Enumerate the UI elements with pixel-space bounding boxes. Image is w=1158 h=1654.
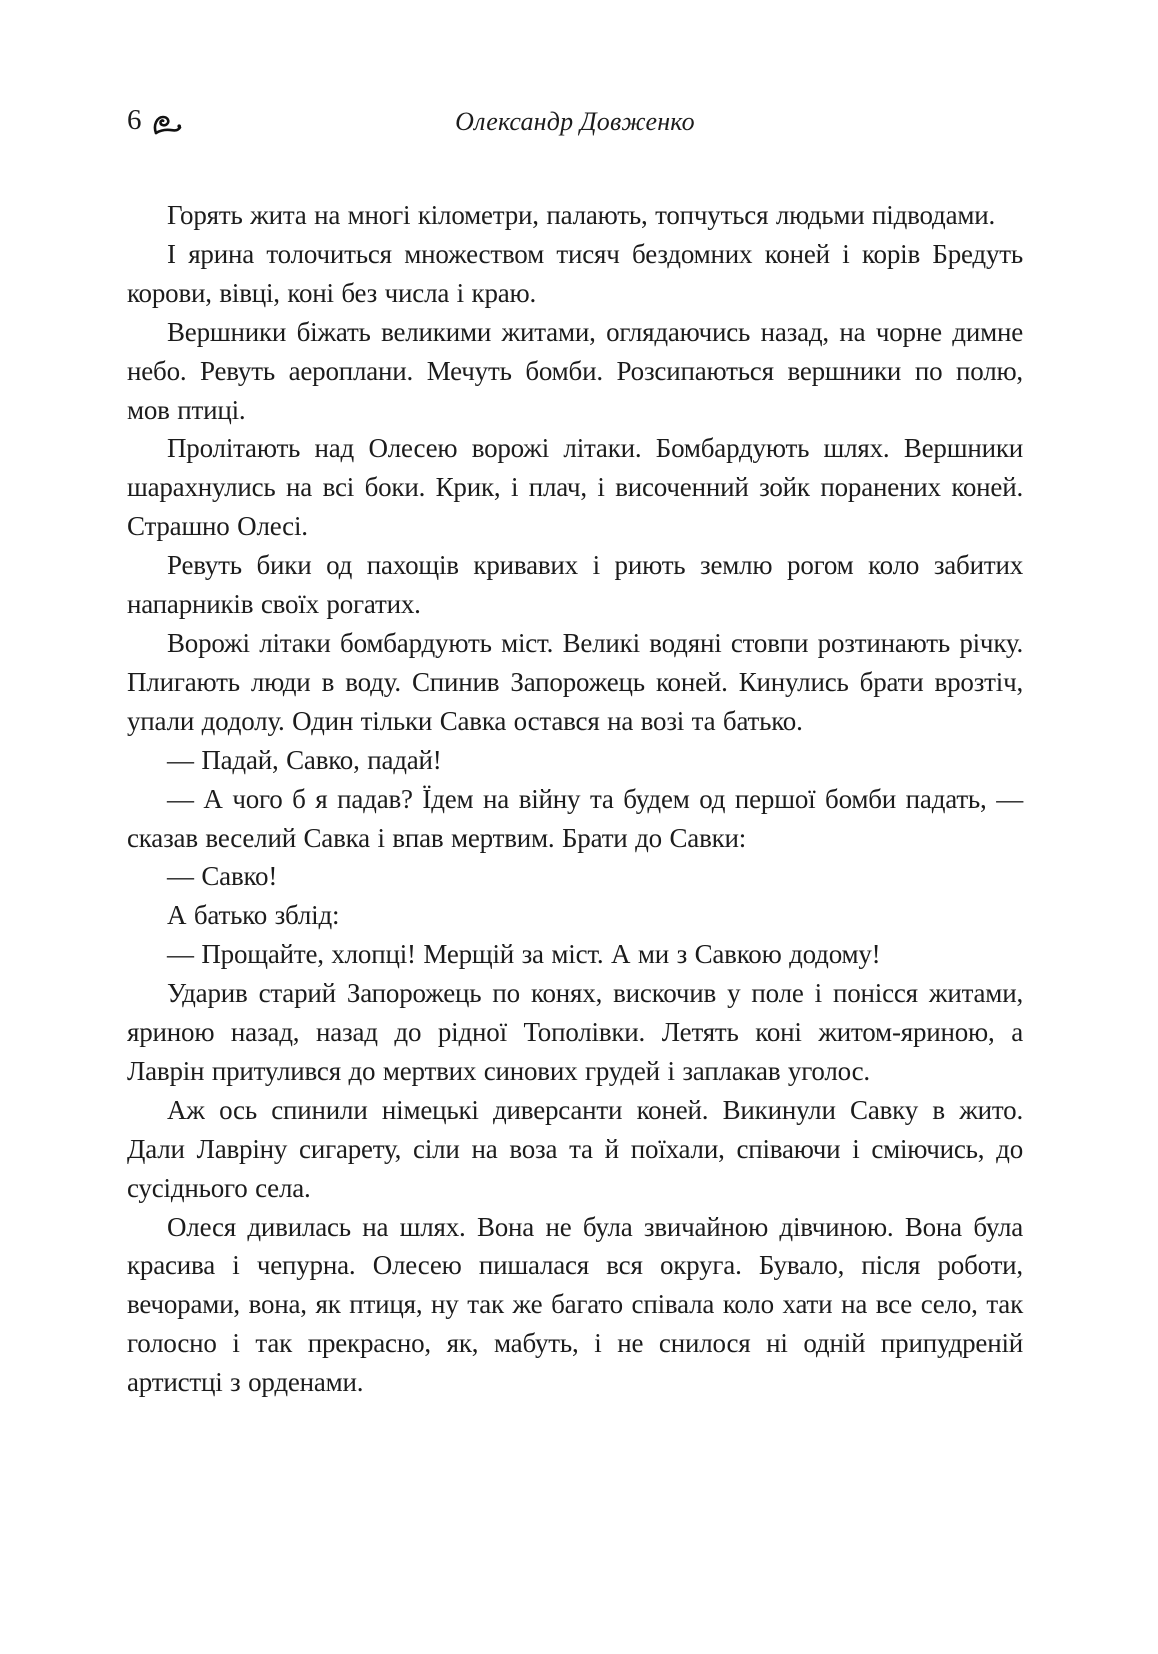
paragraph: Ударив старий Запорожець по конях, вискочив у поле і понісся житами, яриною назад, назад до рідної Тополівки. Летять коні житом-яриною, а Лаврін притулився до мертвих синових грудей і заплакав уголос. <box>127 978 1023 1086</box>
page-header <box>127 103 1023 143</box>
body-text <box>127 196 1023 1402</box>
paragraph: Аж ось спинили німецькі диверсанти коней. Викинули Савку в жито. Дали Лавріну сигарету, сіли на воза та й поїхали, співаючи і сміючись, до сусіднього села. <box>127 1094 1023 1203</box>
paragraph: Олеся дивилась на шлях. Вона не була звичайною дівчиною. Вона була красива і чепурна. Олесею пишалася вся округа. Бувало, після роботи, вечорами, вона, як птиця, ну так же багато співала коло хати на все село, так голосно і так прекрасно, як, мабуть, і не снилося ні одній припудреній артистці з орденами. <box>127 1211 1023 1398</box>
paragraph: — Савко! <box>167 861 278 892</box>
paragraph: Ворожі літаки бомбардують міст. Великі водяні стовпи розтинають річку. Плигають люди в воду. Спинив Запорожець коней. Кинулись брати врозтіч, упали додолу. Один тільки Савка остався на возі та батько. <box>127 627 1023 736</box>
paragraph: І ярина толочиться множеством тисяч бездомних коней і корів Бредуть корови, вівці, коні без числа і краю. <box>127 238 1023 308</box>
paragraph: — А чого б я падав? Їдем на війну та будем од першої бомби падать, — сказав веселий Савка і впав мертвим. Брати до Савки: <box>127 783 1023 853</box>
paragraph: Пролітають над Олесею ворожі літаки. Бомбардують шлях. Вершники шарахнулись на всі боки. Крик, і плач, і височенний зойк поранених коней. Страшно Олесі. <box>127 433 1023 542</box>
paragraph: — Падай, Савко, падай! <box>167 744 442 775</box>
paragraph: Горять жита на многі кілометри, палають, топчуться людьми підводами. <box>167 200 996 230</box>
running-title: Олександр Довженко <box>455 107 695 136</box>
paragraph: Ревуть бики од пахощів кривавих і риють землю рогом коло забитих напарників своїх рогатих. <box>127 550 1023 620</box>
paragraph: Вершники біжать великими житами, оглядаючись назад, на чорне димне небо. Ревуть аероплани. Мечуть бомби. Розсипаються вершники по полю, мов птиці. <box>127 316 1023 425</box>
paragraph: — Прощайте, хлопці! Мерщій за міст. А ми з Савкою додому! <box>167 939 881 970</box>
page-number: 6 <box>127 104 142 136</box>
paragraph: А батько зблід: <box>167 900 340 931</box>
